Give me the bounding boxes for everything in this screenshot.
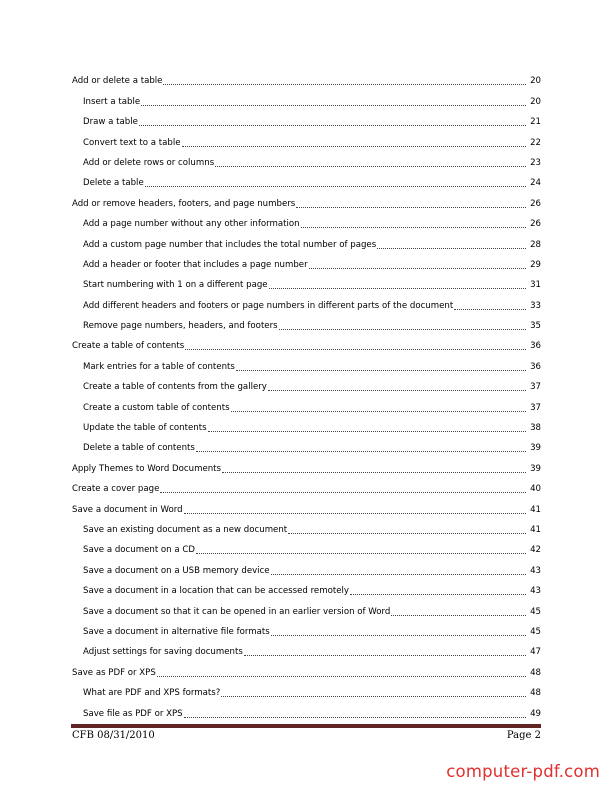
toc-dot-leader bbox=[268, 389, 526, 391]
toc-entry-subsection[interactable] bbox=[72, 291, 541, 311]
footer-rule bbox=[71, 724, 541, 728]
toc-entry-page: 47 bbox=[530, 647, 541, 658]
toc-dot-leader bbox=[163, 83, 526, 85]
toc-entry-page: 22 bbox=[530, 137, 541, 148]
toc-entry-title: Remove page numbers, headers, and footers bbox=[83, 321, 278, 332]
toc-entry-page: 41 bbox=[530, 504, 541, 515]
toc-entry-subsection[interactable] bbox=[72, 149, 541, 169]
toc-entry-subsection[interactable] bbox=[72, 373, 541, 393]
watermark-logo: computer-pdf.com bbox=[446, 762, 600, 781]
toc-entry-subsection[interactable] bbox=[72, 108, 541, 128]
toc-dot-leader bbox=[296, 206, 526, 208]
toc-entry-page: 40 bbox=[530, 484, 541, 495]
toc-entry-page: 42 bbox=[530, 545, 541, 556]
toc-entry-subsection[interactable] bbox=[72, 271, 541, 291]
toc-entry-section[interactable] bbox=[72, 189, 541, 209]
toc-dot-leader bbox=[350, 593, 526, 595]
footer-page-number: Page 2 bbox=[506, 730, 541, 741]
toc-entry-subsection[interactable] bbox=[72, 251, 541, 271]
toc-entry-subsection[interactable] bbox=[72, 638, 541, 658]
footer-date: CFB 08/31/2010 bbox=[72, 730, 155, 741]
toc-dot-leader bbox=[215, 165, 526, 167]
toc-entry-section[interactable] bbox=[72, 332, 541, 352]
toc-dot-leader bbox=[288, 532, 526, 534]
toc-dot-leader bbox=[391, 614, 526, 616]
toc-entry-subsection[interactable] bbox=[72, 169, 541, 189]
toc-entry-subsection[interactable] bbox=[72, 597, 541, 617]
toc-dot-leader bbox=[271, 573, 526, 575]
toc-entry-title: Apply Themes to Word Documents bbox=[72, 463, 222, 474]
toc-entry-page: 26 bbox=[530, 198, 541, 209]
toc-entry-title: Save an existing document as a new document bbox=[83, 524, 288, 535]
toc-entry-title: Start numbering with 1 on a different page bbox=[83, 280, 268, 291]
toc-entry-title: Add or delete a table bbox=[72, 76, 163, 87]
toc-entry-page: 35 bbox=[530, 321, 541, 332]
toc-dot-leader bbox=[185, 348, 526, 350]
toc-entry-page: 26 bbox=[530, 219, 541, 230]
toc-dot-leader bbox=[301, 226, 526, 228]
toc-dot-leader bbox=[279, 328, 526, 330]
toc-entry-title: Add a header or footer that includes a page number bbox=[83, 259, 308, 270]
toc-entry-subsection[interactable] bbox=[72, 414, 541, 434]
toc-dot-leader bbox=[141, 104, 526, 106]
toc-entry-page: 33 bbox=[530, 300, 541, 311]
toc-entry-section[interactable] bbox=[72, 495, 541, 515]
toc-dot-leader bbox=[184, 716, 526, 718]
toc-entry-title: Create a table of contents bbox=[72, 341, 185, 352]
toc-entry-page: 38 bbox=[530, 423, 541, 434]
toc-entry-page: 37 bbox=[530, 382, 541, 393]
toc-entry-subsection[interactable] bbox=[72, 352, 541, 372]
toc-dot-leader bbox=[221, 695, 526, 697]
toc-entry-page: 20 bbox=[530, 76, 541, 87]
toc-entry-page: 29 bbox=[530, 259, 541, 270]
toc-entry-subsection[interactable] bbox=[72, 536, 541, 556]
toc-entry-subsection[interactable] bbox=[72, 87, 541, 107]
toc-dot-leader bbox=[182, 145, 526, 147]
toc-entry-title: Create a cover page bbox=[72, 484, 160, 495]
toc-entry-title: Save as PDF or XPS bbox=[72, 667, 156, 678]
toc-dot-leader bbox=[269, 287, 526, 289]
toc-entry-page: 31 bbox=[530, 280, 541, 291]
toc-dot-leader bbox=[231, 410, 526, 412]
toc-entry-title: Insert a table bbox=[83, 96, 141, 107]
toc-entry-subsection[interactable] bbox=[72, 434, 541, 454]
toc-entry-page: 41 bbox=[530, 524, 541, 535]
toc-dot-leader bbox=[196, 552, 526, 554]
toc-entry-page: 45 bbox=[530, 626, 541, 637]
toc-entry-subsection[interactable] bbox=[72, 230, 541, 250]
toc-dot-leader bbox=[454, 308, 526, 310]
toc-entry-subsection[interactable] bbox=[72, 393, 541, 413]
toc-entry-title: Create a custom table of contents bbox=[83, 402, 230, 413]
toc-entry-subsection[interactable] bbox=[72, 577, 541, 597]
toc-dot-leader bbox=[236, 369, 526, 371]
toc-dot-leader bbox=[208, 430, 526, 432]
toc-dot-leader bbox=[222, 471, 526, 473]
toc-entry-page: 23 bbox=[530, 157, 541, 168]
toc-dot-leader bbox=[196, 450, 526, 452]
toc-entry-page: 37 bbox=[530, 402, 541, 413]
toc-entry-title: Add or delete rows or columns bbox=[83, 157, 215, 168]
toc-entry-title: What are PDF and XPS formats? bbox=[83, 688, 221, 699]
toc-entry-title: Save a document on a USB memory device bbox=[83, 565, 270, 576]
toc-entry-section[interactable] bbox=[72, 658, 541, 678]
toc-entry-title: Create a table of contents from the gallery bbox=[83, 382, 267, 393]
toc-entry-title: Save a document so that it can be opened in an earlier version of Word bbox=[83, 606, 391, 617]
toc-entry-page: 21 bbox=[530, 117, 541, 128]
toc-entry-page: 39 bbox=[530, 443, 541, 454]
toc-entry-page: 48 bbox=[530, 667, 541, 678]
toc-dot-leader bbox=[184, 512, 526, 514]
toc-entry-subsection[interactable] bbox=[72, 312, 541, 332]
toc-entry-page: 39 bbox=[530, 463, 541, 474]
toc-dot-leader bbox=[271, 634, 526, 636]
toc-entry-title: Add different headers and footers or page numbers in different parts of the document bbox=[83, 300, 454, 311]
toc-dot-leader bbox=[244, 654, 526, 656]
table-of-contents bbox=[72, 67, 541, 720]
toc-dot-leader bbox=[309, 267, 526, 269]
toc-entry-page: 43 bbox=[530, 565, 541, 576]
toc-entry-title: Save a document in alternative file formats bbox=[83, 626, 270, 637]
toc-entry-title: Convert text to a table bbox=[83, 137, 181, 148]
toc-entry-subsection[interactable] bbox=[72, 679, 541, 699]
toc-entry-subsection[interactable] bbox=[72, 556, 541, 576]
toc-entry-page: 36 bbox=[530, 341, 541, 352]
toc-entry-title: Mark entries for a table of contents bbox=[83, 361, 235, 372]
toc-entry-subsection[interactable] bbox=[72, 128, 541, 148]
toc-dot-leader bbox=[377, 247, 526, 249]
toc-entry-title: Delete a table bbox=[83, 178, 144, 189]
toc-entry-title: Delete a table of contents bbox=[83, 443, 195, 454]
toc-entry-title: Save a document on a CD bbox=[83, 545, 195, 556]
toc-entry-section[interactable] bbox=[72, 475, 541, 495]
toc-entry-page: 28 bbox=[530, 239, 541, 250]
toc-dot-leader bbox=[157, 675, 526, 677]
toc-entry-page: 24 bbox=[530, 178, 541, 189]
toc-entry-page: 43 bbox=[530, 586, 541, 597]
toc-entry-page: 48 bbox=[530, 688, 541, 699]
toc-entry-page: 36 bbox=[530, 361, 541, 372]
toc-entry-title: Save a document in Word bbox=[72, 504, 183, 515]
toc-entry-title: Adjust settings for saving documents bbox=[83, 647, 243, 658]
toc-entry-subsection[interactable] bbox=[72, 210, 541, 230]
toc-entry-title: Save a document in a location that can be accessed remotely bbox=[83, 586, 349, 597]
toc-entry-title: Save file as PDF or XPS bbox=[83, 708, 183, 719]
toc-entry-page: 20 bbox=[530, 96, 541, 107]
toc-entry-title: Update the table of contents bbox=[83, 423, 207, 434]
toc-dot-leader bbox=[160, 491, 526, 493]
toc-entry-subsection[interactable] bbox=[72, 618, 541, 638]
toc-entry-subsection[interactable] bbox=[72, 699, 541, 719]
toc-dot-leader bbox=[145, 185, 526, 187]
toc-entry-title: Add a custom page number that includes the total number of pages bbox=[83, 239, 377, 250]
toc-entry-title: Add or remove headers, footers, and page numbers bbox=[72, 198, 296, 209]
toc-entry-section[interactable] bbox=[72, 454, 541, 474]
toc-entry-subsection[interactable] bbox=[72, 516, 541, 536]
toc-entry-section[interactable] bbox=[72, 67, 541, 87]
toc-dot-leader bbox=[139, 124, 526, 126]
toc-entry-page: 49 bbox=[530, 708, 541, 719]
toc-entry-page: 45 bbox=[530, 606, 541, 617]
toc-entry-title: Add a page number without any other information bbox=[83, 219, 300, 230]
toc-entry-title: Draw a table bbox=[83, 117, 138, 128]
